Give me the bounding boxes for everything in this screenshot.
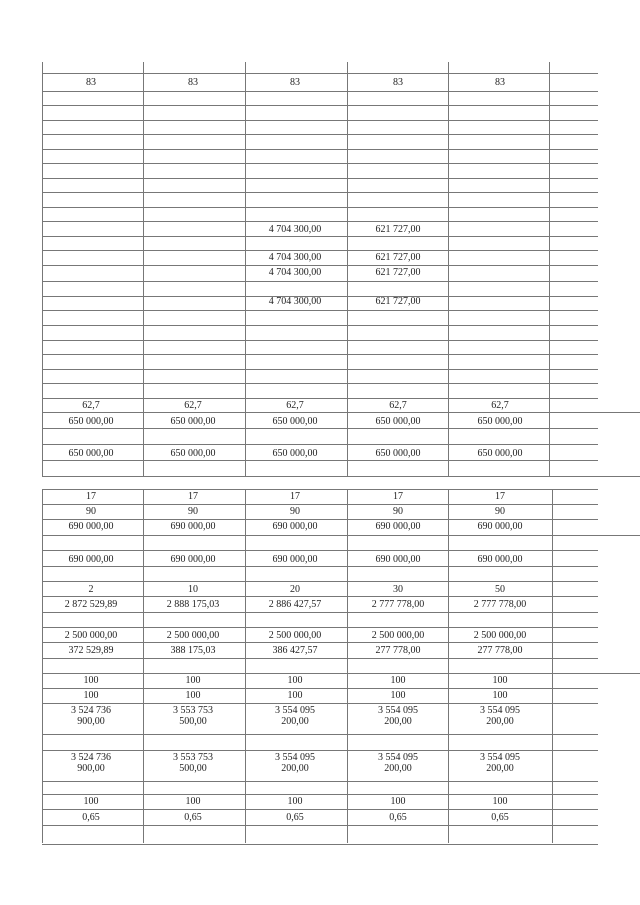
table-cell: 690 000,00 [477,554,523,565]
table-row-rule [42,794,598,795]
table-cell: 83 [86,77,96,88]
table-cell: 3 554 095 200,00 [275,705,315,727]
table-cell: 650 000,00 [68,448,114,459]
table-cell: 3 554 095 200,00 [480,705,520,727]
table-cell: 372 529,89 [68,645,114,656]
table-cell: 50 [495,584,505,595]
table-column-rule [448,62,449,476]
table-cell: 4 704 300,00 [268,224,322,235]
table-cell: 4 704 300,00 [268,267,322,278]
table-cell: 650 000,00 [375,416,421,427]
table-cell: 100 [83,675,99,686]
table-row-rule [42,566,598,567]
table-cell: 650 000,00 [477,416,523,427]
table-cell: 0,65 [82,812,100,823]
table-cell: 2 [88,584,94,595]
table-row-rule [42,369,598,370]
table-cell: 0,65 [491,812,509,823]
table-cell: 621 727,00 [375,267,421,278]
table-row-rule [42,163,598,164]
table-row-rule [42,91,598,92]
table-cell: 3 554 095 200,00 [480,752,520,774]
table-cell: 100 [287,690,303,701]
table-row-rule [42,236,598,237]
table-cell: 650 000,00 [272,416,318,427]
table-cell: 62,7 [184,400,202,411]
table-cell: 17 [393,491,403,502]
table-row-rule [42,73,598,74]
table-cell: 83 [495,77,505,88]
table-cell: 100 [83,690,99,701]
table-cell: 83 [393,77,403,88]
table-cell: 690 000,00 [375,554,421,565]
table-row-rule [42,149,598,150]
table-cell: 3 524 736 900,00 [71,752,111,774]
table-cell: 650 000,00 [170,448,216,459]
table-cell: 388 175,03 [170,645,216,656]
table-cell: 650 000,00 [272,448,318,459]
table-cell: 0,65 [184,812,202,823]
table-cell: 2 886 427,57 [268,599,322,610]
table-cell: 690 000,00 [170,521,216,532]
table-row-rule [42,207,598,208]
table-row-rule [42,120,598,121]
table-row-rule [42,383,598,384]
table-row-rule [42,809,598,810]
table-row-rule [42,519,598,520]
table-cell: 650 000,00 [68,416,114,427]
table-cell: 0,65 [389,812,407,823]
table-row-rule [42,844,598,845]
table-cell: 690 000,00 [375,521,421,532]
table-row-rule [42,340,598,341]
table-cell: 83 [188,77,198,88]
table-cell: 100 [492,690,508,701]
table-cell: 17 [290,491,300,502]
table-cell: 0,65 [286,812,304,823]
table-cell: 690 000,00 [272,521,318,532]
table-cell: 3 553 753 500,00 [173,705,213,727]
table-cell: 17 [495,491,505,502]
table-cell: 83 [290,77,300,88]
table-row-rule [42,535,640,536]
table-cell: 2 500 000,00 [371,630,425,641]
table-cell: 4 704 300,00 [268,252,322,263]
table-cell: 100 [390,796,406,807]
table-cell: 690 000,00 [68,521,114,532]
table-row-rule [42,612,598,613]
table-cell: 62,7 [286,400,304,411]
table-row-rule [42,734,598,735]
table-cell: 650 000,00 [170,416,216,427]
table-cell: 2 500 000,00 [166,630,220,641]
table-cell: 690 000,00 [68,554,114,565]
table-cell: 30 [393,584,403,595]
table-cell: 690 000,00 [272,554,318,565]
table-cell: 100 [83,796,99,807]
table-cell: 2 888 175,03 [166,599,220,610]
table-cell: 100 [492,675,508,686]
table-column-rule [448,489,449,843]
table-cell: 621 727,00 [375,296,421,307]
table-cell: 3 524 736 900,00 [71,705,111,727]
table-column-rule [245,489,246,843]
table-row-rule [42,192,598,193]
table-cell: 277 778,00 [477,645,523,656]
table-cell: 100 [185,796,201,807]
table-column-rule [143,62,144,476]
table-row-rule [42,250,598,251]
table-row-rule [42,354,598,355]
table-cell: 90 [495,506,505,517]
table-row-rule [42,627,598,628]
table-cell: 621 727,00 [375,252,421,263]
table-cell: 90 [393,506,403,517]
table-row-rule [42,825,598,826]
table-column-rule [552,489,553,843]
table-column-rule [42,62,43,476]
table-row-rule [42,658,598,659]
table-column-rule [347,489,348,843]
table-row-rule [42,134,598,135]
table-column-rule [143,489,144,843]
table-row-rule [42,750,598,751]
table-cell: 100 [287,675,303,686]
table-row-rule [42,428,598,429]
table-cell: 100 [492,796,508,807]
table-row-rule [42,221,598,222]
table-cell: 2 872 529,89 [64,599,118,610]
table-cell: 621 727,00 [375,224,421,235]
table-row-rule [42,781,598,782]
table-cell: 2 777 778,00 [473,599,527,610]
table-cell: 3 553 753 500,00 [173,752,213,774]
table-row-rule [42,476,640,477]
table-row-rule [42,460,598,461]
table-row-rule [42,550,598,551]
table-row-rule [42,489,598,490]
table-cell: 690 000,00 [477,521,523,532]
table-cell: 90 [188,506,198,517]
table-cell: 100 [185,690,201,701]
table-cell: 17 [188,491,198,502]
table-cell: 650 000,00 [375,448,421,459]
table-cell: 62,7 [82,400,100,411]
table-row-rule [42,596,598,597]
table-cell: 100 [185,675,201,686]
table-cell: 650 000,00 [477,448,523,459]
table-row-rule [42,673,640,674]
table-row-rule [42,504,598,505]
table-row-rule [42,310,598,311]
table-cell: 62,7 [491,400,509,411]
table-cell: 20 [290,584,300,595]
table-row-rule [42,398,598,399]
table-row-rule [42,581,598,582]
table-cell: 90 [86,506,96,517]
table-cell: 4 704 300,00 [268,296,322,307]
table-row-rule [42,325,598,326]
table-cell: 17 [86,491,96,502]
table-cell: 2 500 000,00 [473,630,527,641]
table-cell: 100 [287,796,303,807]
table-cell: 10 [188,584,198,595]
table-row-rule [42,412,640,413]
table-row-rule [42,281,598,282]
table-cell: 90 [290,506,300,517]
table-cell: 2 500 000,00 [268,630,322,641]
table-row-rule [42,688,598,689]
table-cell: 3 554 095 200,00 [378,705,418,727]
table-row-rule [42,178,598,179]
table-row-rule [42,105,598,106]
table-row-rule [42,703,598,704]
table-cell: 2 777 778,00 [371,599,425,610]
table-cell: 690 000,00 [170,554,216,565]
table-cell: 2 500 000,00 [64,630,118,641]
table-cell: 3 554 095 200,00 [275,752,315,774]
table-cell: 386 427,57 [272,645,318,656]
table-row-rule [42,642,598,643]
table-row-rule [42,444,598,445]
table-cell: 277 778,00 [375,645,421,656]
table-cell: 100 [390,690,406,701]
table-cell: 100 [390,675,406,686]
table-row-rule [42,265,598,266]
table-column-rule [549,62,550,476]
table-cell: 3 554 095 200,00 [378,752,418,774]
table-column-rule [42,489,43,843]
table-cell: 62,7 [389,400,407,411]
